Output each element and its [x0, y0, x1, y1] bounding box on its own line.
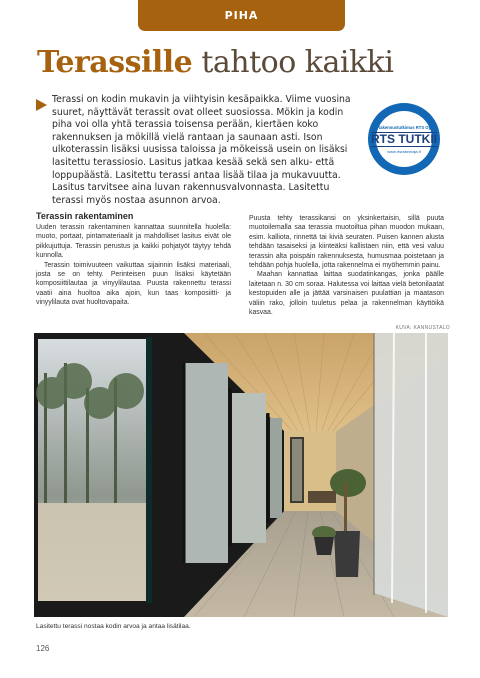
- article-column-2: [249, 214, 444, 317]
- col1-paragraph-2: Terassin toimivuuteen vaikuttaa sijainnin lisäksi materiaali, josta se on tehty. Perinteisen puun lisäksi käytetään komposiittilautaa ja vinyylilautaa. Puusta rakennettu terassi vaatii aina huoltoa aika ajoin, kun taas komposiitti- ja vinyylilauta ovat huoltovapaita.: [36, 261, 231, 307]
- lead-arrow-icon: [36, 99, 47, 111]
- article-heading: Terassin rakentaminen: [36, 211, 134, 221]
- title-word1: Terassille: [37, 45, 193, 80]
- lead-paragraph: Terassi on kodin mukavin ja viihtyisin kesäpaikka. Viime vuosina suuret, näyttävät terassit ovat olleet suosiossa. Mökin ja kodin piha voi olla yhtä terassia toisensa perään, kiertäen koko rakennuksen ja mökillä vielä rantaan ja saunaan asti. Ison ulkoterassin lisäksi uusissa taloissa ja mökeissä usein on lisäksi lasitettu terassiosio. Lasitus jatkaa kesää sekä sen alku- että loppupäästä. Lasitettu terassi antaa lisää tilaa ja mukavuutta. Lasitus tarvitsee aina luvan rakennusvalvonnasta. Lasitettu terassi myös nostaa asunnon arvoa.: [52, 94, 351, 206]
- article-title: [37, 44, 393, 82]
- col2-paragraph-1: Puusta tehty terassikansi on yksinkertaisin, sillä puuta muotoilemalla saa terassia muotoiltua pihan muodon mukaan, esim. kalliota, rinnettä tai kiviä seuraten. Puisen kannen alusta tehdään tasaiseksi ja kiinteäksi kallistaen niin, että vesi valuu terassin alta poispäin rakennuksesta, humusmaa poistetaan ja tehdään pohja huolella, jotta rakennelma ei myöhemmin painu.: [249, 215, 444, 270]
- rts-badge: [368, 103, 440, 175]
- article-column-1: [36, 223, 231, 308]
- terrace-photo: [34, 333, 448, 617]
- photo-credit: KUVA: KANNUSTALO: [395, 325, 450, 331]
- col1-paragraph-1: Uuden terassin rakentaminen kannattaa suunnitella huolella: muoto, portaat, pintamateriaalit ja mahdolliset lasitus eivät ole pikkujuttuja. Terassin perustus ja kaikki pohjatyöt täytyy tehdä kunnolla.: [36, 224, 231, 260]
- badge-main-text: RTS TUTKII: [371, 131, 437, 146]
- photo-caption: Lasitettu terassi nostaa kodin arvoa ja antaa lisätilaa.: [36, 623, 191, 630]
- page-number: 126: [36, 644, 50, 653]
- section-label: PIHA: [224, 9, 259, 22]
- badge-bottom-text: www.rtsrakentaja.fi: [387, 148, 421, 154]
- badge-top-text: Rakennustutkimus RTS Oy: [377, 124, 431, 130]
- title-rest: tahtoo kaikki: [201, 45, 394, 80]
- col2-paragraph-2: Maahan kannattaa laittaa suodatinkangas, jonka päälle laitetaan n. 30 cm soraa. Halutessa voi laittaa vielä betonilaatat kestopuiden alle ja jättää varsinaisen puulattian ja maatason väliin rako, jolloin tuuletus pelaa ja rakennelman käyttöikä kasvaa.: [249, 271, 444, 317]
- section-tab: [138, 0, 345, 31]
